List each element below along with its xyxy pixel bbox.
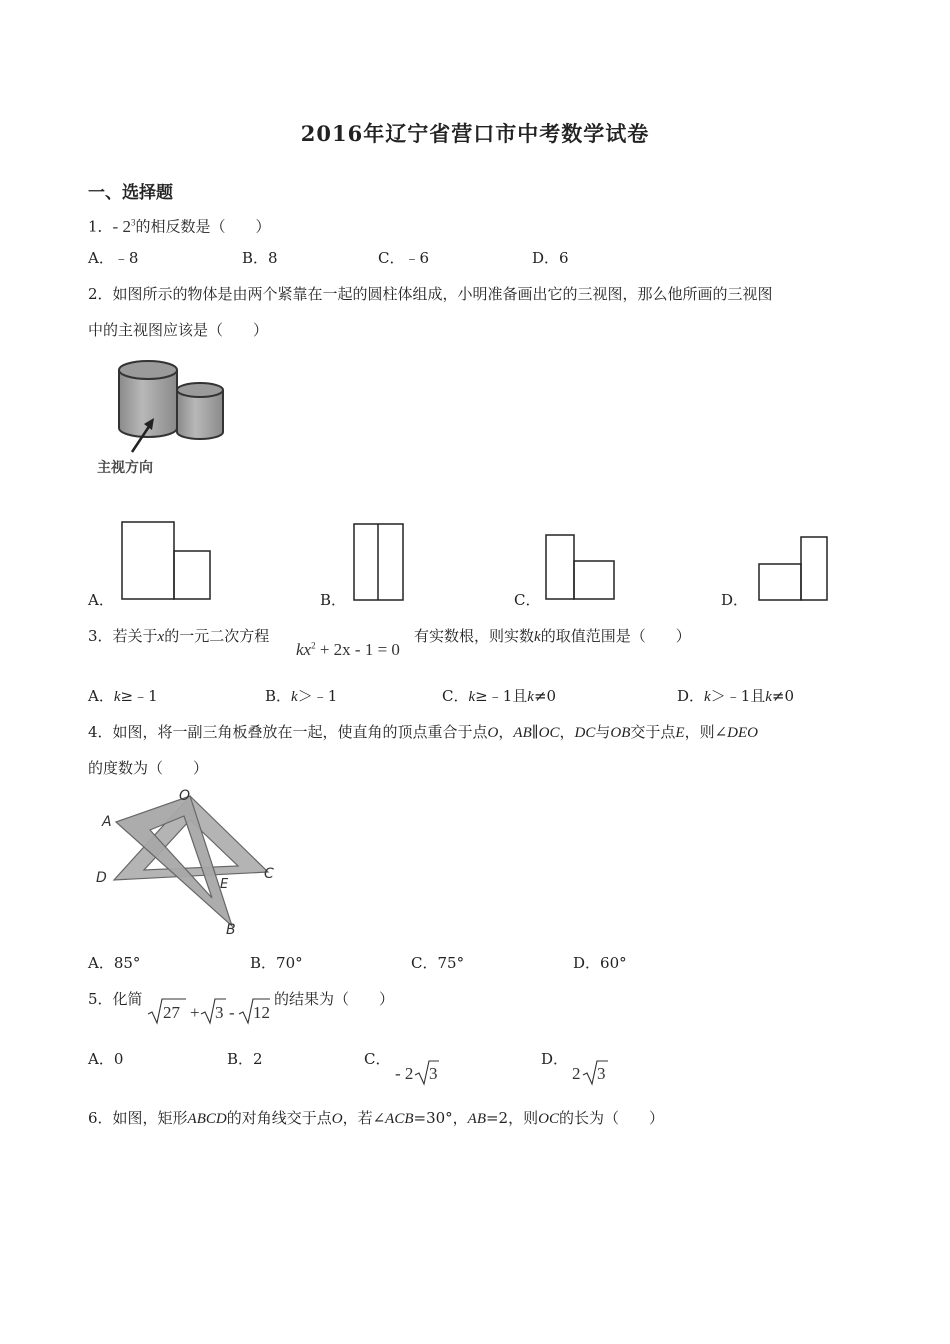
- q3-option-a[interactable]: A．k≥﹣1: [88, 687, 158, 705]
- svg-text:-: -: [229, 1003, 235, 1022]
- big-cylinder-top: [119, 361, 177, 379]
- question-1: [88, 212, 270, 237]
- q3-option-d[interactable]: D．k＞﹣1且k≠0: [677, 687, 795, 705]
- section-heading: 一、选择题: [88, 183, 173, 203]
- question-6: 6．如图，矩形ABCD的对角线交于点O，若∠ACB=30°，AB=2，则OC的长为（ ）: [88, 1109, 664, 1127]
- point-c-label: C: [264, 866, 274, 882]
- q5-text-after: 的结果为（ ）: [274, 990, 395, 1008]
- point-o-label: O: [179, 788, 191, 804]
- view-direction-label: 主视方向: [97, 460, 153, 476]
- q2-option-b[interactable]: B．: [320, 591, 347, 609]
- q2-option-a[interactable]: A．: [88, 591, 114, 609]
- q5-option-b[interactable]: B．2: [227, 1050, 263, 1068]
- svg-text:3: 3: [597, 1064, 606, 1083]
- q4-option-c[interactable]: C．75°: [411, 954, 465, 972]
- q2-line-2: 中的主视图应该是（ ）: [88, 321, 269, 339]
- svg-text:2: 2: [572, 1064, 581, 1083]
- svg-text:3: 3: [429, 1064, 438, 1083]
- point-d-label: D: [96, 870, 107, 886]
- q4-option-b[interactable]: B．70°: [250, 954, 303, 972]
- q3-option-c[interactable]: C．k≥﹣1且k≠0: [442, 687, 557, 705]
- svg-text:12: 12: [253, 1003, 270, 1022]
- q3-text-before: 3．若关于x的一元二次方程: [88, 627, 270, 645]
- q5-option-d[interactable]: D．: [541, 1050, 569, 1068]
- q5-option-a[interactable]: A．0: [88, 1050, 124, 1068]
- svg-text:27: 27: [163, 1003, 180, 1022]
- q5-text-before: 5．化简: [88, 990, 143, 1008]
- q1-option-b[interactable]: B．8: [242, 249, 278, 267]
- q4-line-1: 4．如图，将一副三角板叠放在一起，使直角的顶点重合于点O，AB∥OC，DC与OB交于点E，则∠DEO: [88, 723, 758, 741]
- q1-number: 1．: [88, 217, 113, 236]
- q2-option-a-figure: [120, 520, 214, 602]
- q4-option-d[interactable]: D．60°: [573, 954, 627, 972]
- q4-line-2: 的度数为（ ）: [88, 759, 209, 777]
- q4-option-a[interactable]: A．85°: [88, 954, 141, 972]
- set-squares-figure: [92, 786, 282, 938]
- q2-line-1: 2．如图所示的物体是由两个紧靠在一起的圆柱体组成，小明准备画出它的三视图，那么他所画的三视图: [88, 285, 773, 303]
- q3-equation: $kx^2 + 2x - 1 = 0$: [296, 640, 400, 659]
- q5-expression: [146, 996, 274, 1026]
- svg-text:- 2: - 2: [395, 1064, 414, 1083]
- q5-option-c-expression: [393, 1058, 443, 1086]
- q3-text-after: 有实数根，则实数k的取值范围是（ ）: [414, 627, 691, 645]
- q1-option-c[interactable]: C．﹣6: [378, 249, 430, 267]
- q5-option-d-expression: [570, 1058, 614, 1086]
- q5-option-c[interactable]: C．: [364, 1050, 391, 1068]
- q2-option-b-figure: [352, 522, 406, 602]
- q2-option-d-figure: [757, 535, 831, 603]
- q1-option-a[interactable]: A．﹣8: [88, 249, 139, 267]
- q3-option-b[interactable]: B．k＞﹣1: [265, 687, 338, 705]
- q2-option-c-figure: [544, 533, 618, 601]
- page-title: 2016年辽宁省营口市中考数学试卷: [300, 121, 650, 146]
- q1-text: 的相反数是（ ）: [135, 217, 271, 236]
- q1-option-d[interactable]: D．6: [532, 249, 569, 267]
- svg-text:+: +: [190, 1003, 200, 1022]
- point-a-label: A: [102, 814, 112, 830]
- svg-text:3: 3: [215, 1003, 224, 1022]
- point-e-label: E: [220, 877, 229, 892]
- q2-option-d[interactable]: D．: [721, 591, 749, 609]
- small-cylinder-top: [177, 383, 223, 397]
- q1-expression: - $2^3$: [112, 216, 136, 236]
- point-b-label: B: [226, 922, 236, 938]
- q2-option-c[interactable]: C．: [514, 591, 541, 609]
